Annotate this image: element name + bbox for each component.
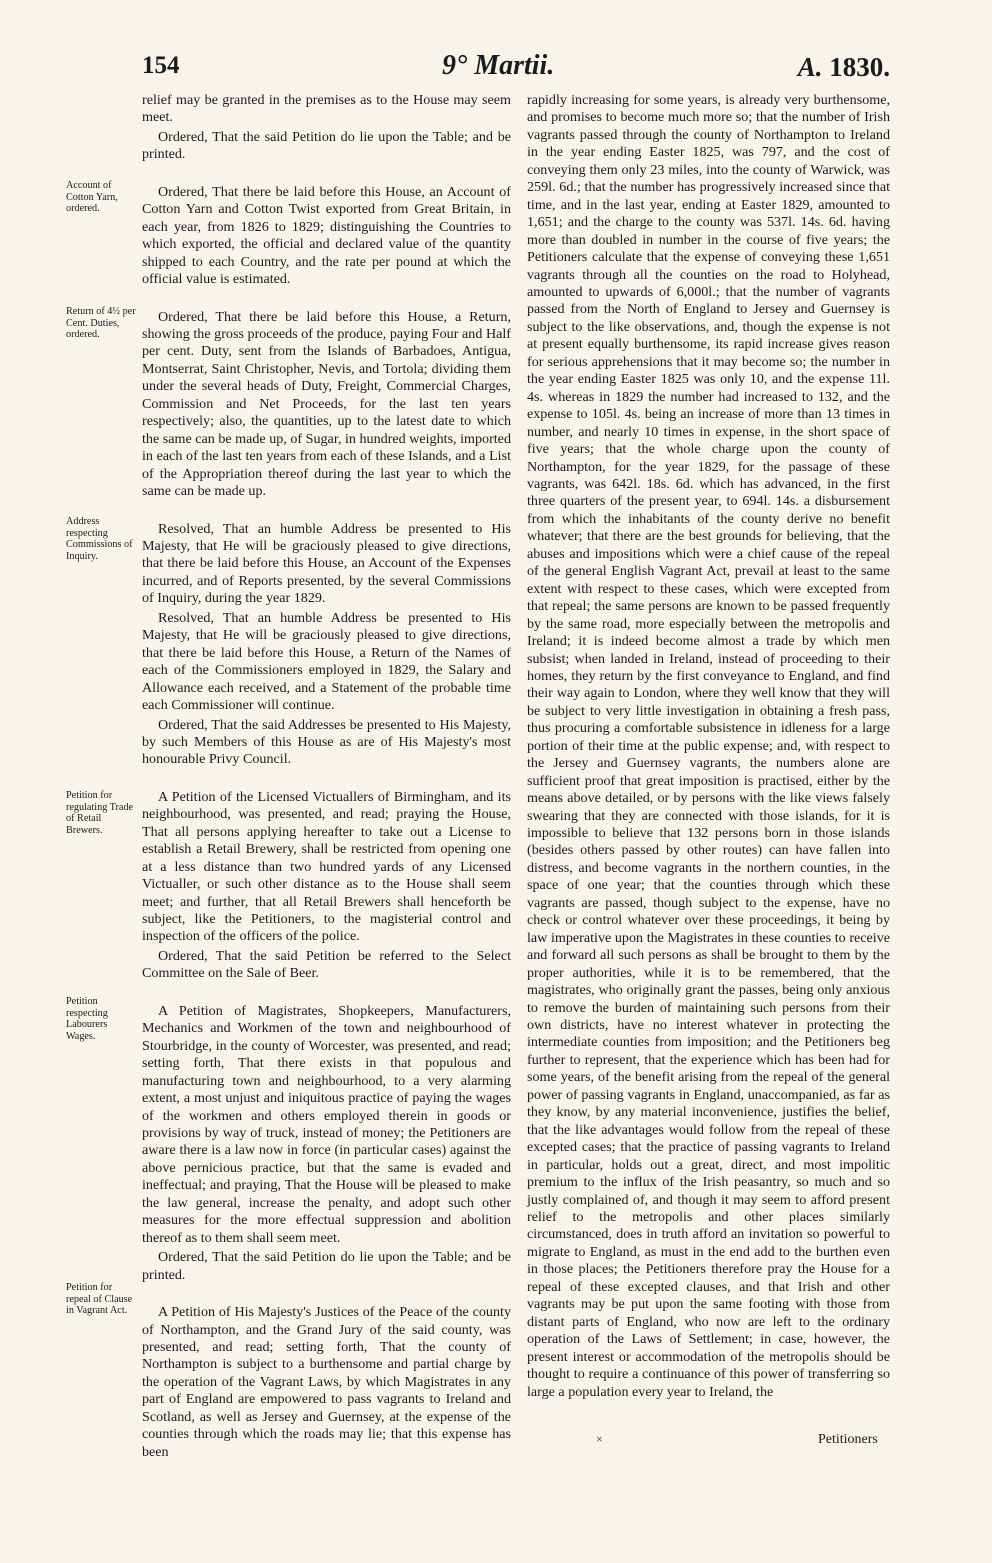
paragraph: A Petition of His Majesty's Justices of the Peace of the county of Northampton, and the Grand Jury of the said county, was presented, and read; setting forth, That the county of Northampton is subject to a burthensome and partial charge by the operation of the Vagrant Laws, by which Magistrates in any part of England are empowered to pass vagrants to Ireland and Scotland, as well as Jersey and Guernsey, at the expense of the counties through which the roads may lie; that this expense has been — [142, 1304, 511, 1460]
paragraph: Ordered, That the said Addresses be presented to His Majesty, by such Members of this House as are of His Majesty's most honourable Privy Council. — [142, 716, 511, 768]
date-heading: 9° Martii. — [442, 50, 555, 81]
margin-note: Petition respecting Labourers Wages. — [66, 996, 108, 1042]
printer-mark: × — [596, 1432, 603, 1446]
year-heading — [798, 52, 890, 83]
paragraph: Ordered, That the said Petition do lie upon the Table; and be printed. — [142, 128, 511, 163]
year-value: 1830. — [829, 52, 890, 82]
page-number: 154 — [142, 52, 180, 79]
margin-note: Petition for repeal of Clause in Vagrant Act. — [66, 1282, 133, 1317]
paragraph: Ordered, That the said Petition do lie upon the Table; and be printed. — [142, 1249, 511, 1283]
paragraph: rapidly increasing for some years, is already very burthensome, and promises to become much more so; that the number of Irish vagrants passed through the county of Northampton to Ireland in the year ending Easter 1825, was 797, and the cost of conveying them only 23 miles, into the county of Warwick, was 259l. 6d.; that the number has progressively increased since that time, and in the last year, ending at Easter 1829, amounted to 1,651; and the charge to the county was 537l. 14s. 6d. having more than doubled in number in the course of five years; the Petitioners calculate that the expense of conveying these 1,651 vagrants through all the counties on the road to Holyhead, amounted to upwards of 6,000l.; that the number of vagrants passed from the North of England to Jersey and Guernsey is subject to the like observations, and, though the expense is not at present equally burthensome, its rapid increase gives reason for serious apprehensions that it may become so; the number in the year ending Easter 1825 was only 10, and the expense 11l. 4s. whereas in 1829 the number had increased to 132, and the expense to 105l. 4s. being an increase of more than 13 times in number, and nearly 10 times in expense, in the short space of five years; that the whole charge upon the county of Northampton, for the year 1829, for the passage of these vagrants, was 642l. 18s. 6d. which has advanced, in the first three quarters of the present year, to 694l. 14s. a disbursement from which the inhabitants of the county derive no benefit whatever; that there are the best grounds for believing, that the abuses and impositions which were a chief cause of the repeal of the general English Vagrant Act, prevail at least to the same extent with respect to these cases, which were excepted from that repeal; the same persons are known to be passed frequently by the same road, more especially between the metropolis and Ireland; it is indeed become almost a trade by which men subsist; when landed in Ireland, instead of proceeding to their homes, they return by the first conveyance to England, and find their way again to London, where they well know that they will be subject to very little investigation in obtaining a fresh pass, thus procuring a comfortable subsistence in idleness for a large portion of their time at the public expense; and, with respect to the Jersey and Guernsey vagrants, the numbers alone are sufficient proof that great imposition is practised, either by the means above detailed, or by persons with the like views falsely swearing that they are connected with those islands, for it is impossible to believe that 132 persons born in those islands (besides others passed by other routes) can have fallen into distress, and become vagrants in the northern counties, in the space of one year; that the counties through which these vagrants are passed, though subject to the expense, have no check or control whatever over these proceedings, it being by law imperative upon the Magistrates in these counties to receive and forward all such persons as shall be brought to them by the proper authorities, while it is to be remembered, that the magistrates, who originally grant the passes, being only anxious to remove the burden of maintaining such persons from their own districts, have no interest whatever in protecting the intermediate counties from imposition; and the Petitioners beg further to represent, that the experience which has been had for some years, of the benefit arising from the repeal of the general power of passing vagrants in England, unaccompanied, as far as they know, by any material inconvenience, justifies the belief, that the like advantages would follow from the repeal of these excepted cases; that the practice of passing vagrants to Ireland in particular, holds out a great, direct, and most impolitic premium to the influx of the Irish peasantry, so much and so justly complained of, and though it may seem to afford present relief to the metropolis and other places similarly circumstanced, does in truth afford an invitation so powerful to migrate to England, as must in the end add to the burthen even in those places; the Petitioners therefore pray the House for a repeal of these excepted clauses, and that Irish and other vagrants may be put upon the same footing with those from distant parts of England, who now are left to the ordinary operation of the Laws of Settlement; in case, however, the present interest or accommodation of the metropolis should be thought to require a continuance of this power of transferring so large a population every year to Ireland, the — [527, 92, 890, 1400]
paragraph: A Petition of the Licensed Victuallers of Birmingham, and its neighbourhood, was presented, and read; praying the House, That all persons applying hereafter to take out a License to establish a Retail Brewery, shall be restricted from opening one at a less distance than two hundred yards of any Licensed Victualler, or such other distance as to the House shall seem meet; and further, that all Retail Brewers shall henceforth be subject, like the Petitioners, to the magisterial control and inspection of the officers of the police. — [142, 788, 511, 945]
page-header — [142, 52, 890, 86]
paragraph: Resolved, That an humble Address be presented to His Majesty, that He will be graciously pleased to give directions, that there be laid before this House, a Return of the Names of each of the Commissioners employed in 1829, the Salary and Allowance each received, and a Statement of the probable time each Commissioner will continue. — [142, 609, 511, 714]
paragraph: Ordered, That there be laid before this House, a Return, showing the gross proceeds of the produce, paying Four and Half per cent. Duty, sent from the Islands of Barbadoes, Antigua, Montserrat, Saint Christopher, Nevis, and Tortola; dividing them under the several heads of Duty, Freight, Commercial Charges, Commission and Net Proceeds, for the last ten years respectively; also, the quantities, up to the latest date to which the same can be made up, of Sugar, in hundred weights, imported in each of the last ten years from each of these Islands, and a List of the Appropriation thereof during the last year to which the same can be made up. — [142, 308, 511, 500]
margin-note: Petition for regulating Trade of Retail Brewers. — [66, 790, 134, 836]
catchword: Petitioners — [818, 1432, 878, 1447]
paragraph: Resolved, That an humble Address be presented to His Majesty, that He will be graciously pleased to give directions, that there be laid before this House, an Account of the Expenses incurred, and of Reports presented, by the several Commissions of Inquiry, during the year 1829. — [142, 520, 511, 607]
right-column — [527, 92, 890, 1401]
margin-note: Account of Cotton Yarn, ordered. — [66, 180, 118, 215]
year-letter: A. — [797, 52, 823, 82]
left-column — [142, 92, 511, 1461]
margin-note: Return of 4½ per Cent. Duties, ordered. — [66, 306, 136, 341]
margin-note: Address respecting Commissions of Inquiry. — [66, 516, 133, 562]
paragraph: A Petition of Magistrates, Shopkeepers, Manufacturers, Mechanics and Workmen of the town and neighbourhood of Stourbridge, in the county of Worcester, was presented, and read; setting forth, That there exists in that populous and manufacturing town and neighbourhood, to a very alarming extent, a most unjust and iniquitous practice of paying the wages of the workmen and others employed therein in goods or provisions by way of truck, instead of money; the Petitioners are aware there is a law now in force (in particular cases) against the above pernicious practice, but that the same is evaded and ineffectual; and praying, That the House will be pleased to make the law general, increase the penalty, and adopt such other measures for the more effectual suppression and abolition thereof as to them shall seem meet. — [142, 1002, 511, 1246]
paragraph: Ordered, That there be laid before this House, an Account of Cotton Yarn and Cotton Twist exported from Great Britain, in each year, from 1826 to 1829; distinguishing the Countries to which exported, the official and declared value of the quantity shipped to each Country, and the rate per pound at which the official value is estimated. — [142, 183, 511, 288]
paragraph: relief may be granted in the premises as to the House may seem meet. — [142, 92, 511, 126]
paragraph: Ordered, That the said Petition be referred to the Select Committee on the Sale of Beer. — [142, 947, 511, 982]
